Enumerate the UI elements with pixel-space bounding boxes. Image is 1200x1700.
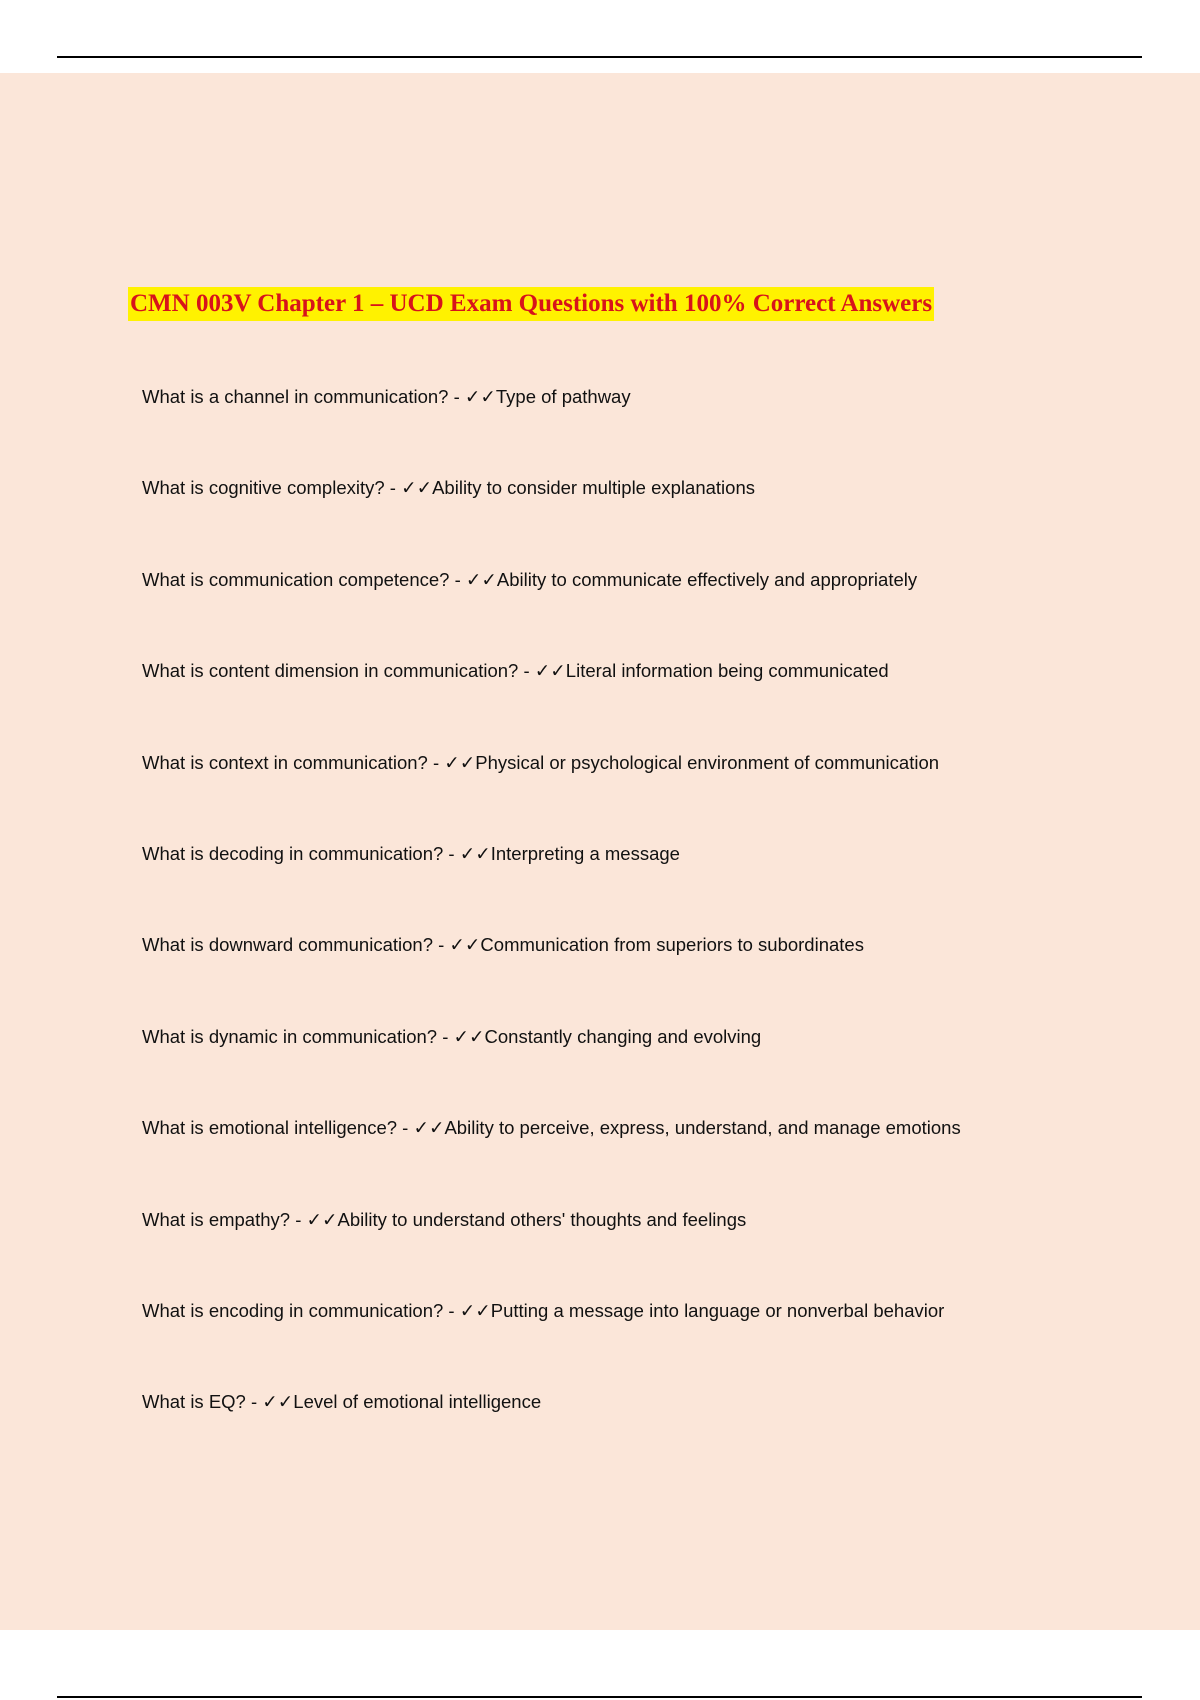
qa-item: What is decoding in communication? - ✓✓Interpreting a message [142, 842, 680, 864]
qa-item: What is a channel in communication? - ✓✓Type of pathway [142, 386, 631, 407]
qa-list [142, 384, 961, 1481]
qa-item: What is EQ? - ✓✓Level of emotional intelligence [142, 1391, 542, 1413]
document-title: CMN 003V Chapter 1 – UCD Exam Questions with 100% Correct Answers [128, 287, 934, 321]
qa-item: What is cognitive complexity? - ✓✓Ability to consider multiple explanations [142, 477, 755, 499]
qa-item: What is empathy? - ✓✓Ability to understand others' thoughts and feelings [142, 1208, 747, 1230]
content-sheet [0, 73, 1200, 1630]
qa-item: What is context in communication? - ✓✓Physical or psychological environment of communication [142, 751, 940, 773]
qa-item: What is downward communication? - ✓✓Communication from superiors to subordinates [142, 934, 864, 956]
title-block [128, 287, 934, 321]
qa-item: What is content dimension in communication? - ✓✓Literal information being communicated [142, 660, 889, 682]
qa-item: What is communication competence? - ✓✓Ability to communicate effectively and appropriately [142, 568, 918, 590]
footer-rule [57, 1696, 1142, 1698]
header-rule [57, 56, 1142, 58]
qa-item: What is emotional intelligence? - ✓✓Ability to perceive, express, understand, and manage emotions [142, 1117, 961, 1139]
qa-item: What is encoding in communication? - ✓✓Putting a message into language or nonverbal behavior [142, 1299, 945, 1321]
qa-item: What is dynamic in communication? - ✓✓Constantly changing and evolving [142, 1025, 762, 1047]
